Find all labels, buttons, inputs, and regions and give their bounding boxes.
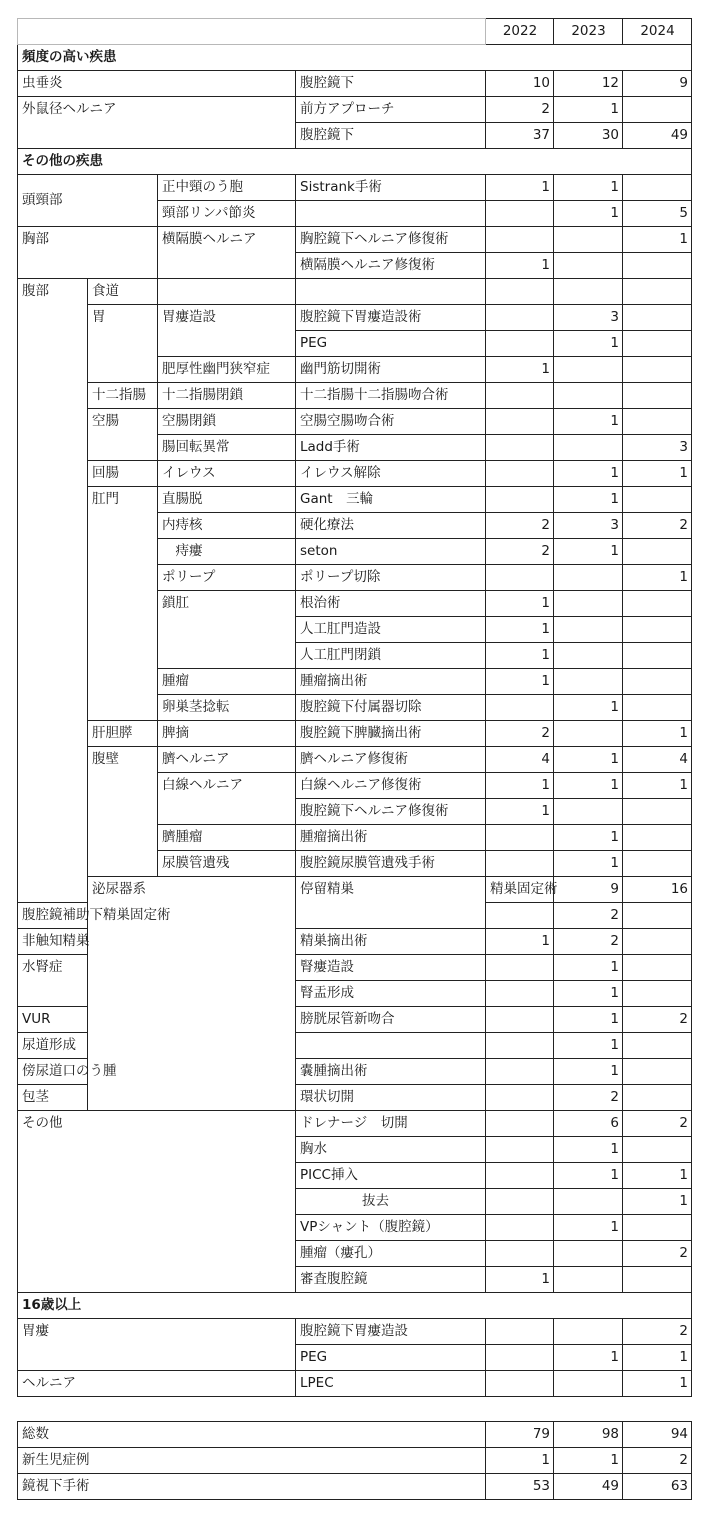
category-cell: 腹腔鏡補助下精巣固定術 — [18, 903, 88, 929]
category-cell: Gant 三輪 — [296, 487, 486, 513]
count-cell-2023: 1 — [554, 825, 623, 851]
count-cell-2022: 1 — [486, 669, 554, 695]
count-cell-2022: 2 — [486, 97, 554, 123]
count-cell-2022 — [486, 461, 554, 487]
count-cell-2022: 1 — [486, 1267, 554, 1293]
category-cell: LPEC — [296, 1371, 486, 1397]
table-row — [18, 1319, 692, 1345]
category-cell: 正中頸のう胞 — [158, 175, 296, 201]
count-cell-2023: 1 — [554, 1007, 623, 1033]
category-cell — [296, 279, 486, 305]
count-cell-2024 — [623, 357, 692, 383]
category-cell: 胃 — [88, 305, 158, 383]
category-cell: 臍腫瘤 — [158, 825, 296, 851]
count-cell-2022 — [486, 981, 554, 1007]
count-cell-2023 — [554, 279, 623, 305]
count-cell-2022 — [486, 565, 554, 591]
category-cell: その他 — [18, 1111, 296, 1293]
count-cell-2023: 12 — [554, 71, 623, 97]
count-cell-2022 — [486, 1189, 554, 1215]
category-cell: 白線ヘルニア修復術 — [296, 773, 486, 799]
count-cell-2023 — [554, 591, 623, 617]
category-cell: 尿膜管遺残 — [158, 851, 296, 877]
count-cell-2023: 16 — [623, 877, 692, 903]
section-title: その他の疾患 — [18, 149, 692, 175]
count-cell-2023 — [554, 383, 623, 409]
category-cell: 人工肛門閉鎖 — [296, 643, 486, 669]
count-cell-2022 — [486, 227, 554, 253]
count-cell-2022 — [486, 1085, 554, 1111]
count-cell-2022 — [486, 1137, 554, 1163]
count-cell-2022: 37 — [486, 123, 554, 149]
total-label: 総数 — [18, 1422, 486, 1448]
count-cell-2023 — [554, 1189, 623, 1215]
category-cell: 腸回転異常 — [158, 435, 296, 461]
total-value-2024: 2 — [623, 1448, 692, 1474]
count-cell-2023: 1 — [554, 1033, 623, 1059]
count-cell-2024 — [623, 981, 692, 1007]
count-cell-2023: 1 — [554, 1345, 623, 1371]
count-cell-2024: 1 — [623, 1163, 692, 1189]
count-cell-2023: 1 — [554, 955, 623, 981]
category-cell — [296, 201, 486, 227]
category-cell: 頭頸部 — [18, 175, 158, 227]
count-cell-2022 — [486, 279, 554, 305]
count-cell-2022: 1 — [486, 773, 554, 799]
category-cell: 水腎症 — [18, 955, 88, 1007]
count-cell-2023: 1 — [554, 97, 623, 123]
count-cell-2022 — [486, 1319, 554, 1345]
section-header-row — [18, 149, 692, 175]
category-cell: 前方アプローチ — [296, 97, 486, 123]
category-cell: 脾摘 — [158, 721, 296, 747]
category-cell: 嚢腫摘出術 — [296, 1059, 486, 1085]
count-cell-2022 — [486, 851, 554, 877]
count-cell-2024: 3 — [623, 435, 692, 461]
count-cell-2022 — [486, 1007, 554, 1033]
category-cell: 空腸 — [88, 409, 158, 461]
year-header: 2023 — [554, 19, 623, 45]
category-cell: seton — [296, 539, 486, 565]
count-cell-2022 — [486, 1371, 554, 1397]
total-value-2022: 79 — [486, 1422, 554, 1448]
category-cell: 十二指腸十二指腸吻合術 — [296, 383, 486, 409]
count-cell-2022 — [486, 903, 554, 929]
header-blank-cell — [18, 19, 486, 45]
table-row — [18, 409, 692, 435]
total-value-2022: 1 — [486, 1448, 554, 1474]
count-cell-2023 — [554, 617, 623, 643]
count-cell-2023: 1 — [554, 461, 623, 487]
total-value-2023: 1 — [554, 1448, 623, 1474]
count-cell-2022 — [486, 383, 554, 409]
category-cell: PEG — [296, 331, 486, 357]
count-cell-2024: 1 — [623, 461, 692, 487]
count-cell-2022 — [486, 1345, 554, 1371]
table-row — [18, 747, 692, 773]
category-cell: 腫瘤（瘻孔） — [296, 1241, 486, 1267]
category-cell: Sistrank手術 — [296, 175, 486, 201]
category-cell: PEG — [296, 1345, 486, 1371]
category-cell: 腹腔鏡尿膜管遺残手術 — [296, 851, 486, 877]
count-cell-2023: 6 — [554, 1111, 623, 1137]
table-row — [18, 721, 692, 747]
section-header-row — [18, 45, 692, 71]
category-cell: 胃瘻造設 — [158, 305, 296, 357]
category-cell: ポリープ — [158, 565, 296, 591]
category-cell: 肛門 — [88, 487, 158, 721]
category-cell: イレウス解除 — [296, 461, 486, 487]
count-cell-2023: 1 — [554, 695, 623, 721]
category-cell: 胸水 — [296, 1137, 486, 1163]
count-cell-2022 — [486, 331, 554, 357]
category-cell: 腎盂形成 — [296, 981, 486, 1007]
category-cell: 胸部 — [18, 227, 158, 279]
count-cell-2024: 1 — [623, 1345, 692, 1371]
count-cell-2024 — [623, 253, 692, 279]
category-cell: 白線ヘルニア — [158, 773, 296, 825]
count-cell-2022 — [486, 201, 554, 227]
count-cell-2024 — [623, 851, 692, 877]
count-cell-2024 — [623, 825, 692, 851]
category-cell: 直腸脱 — [158, 487, 296, 513]
count-cell-2023: 2 — [554, 903, 623, 929]
count-cell-2023 — [554, 721, 623, 747]
count-cell-2022 — [486, 1241, 554, 1267]
table-row — [18, 1371, 692, 1397]
count-cell-2023 — [554, 1267, 623, 1293]
total-value-2024: 94 — [623, 1422, 692, 1448]
count-cell-2023: 1 — [554, 1215, 623, 1241]
count-cell-2023 — [554, 357, 623, 383]
count-cell-2022: 1 — [486, 253, 554, 279]
category-cell: 十二指腸 — [88, 383, 158, 409]
section-header-row — [18, 1293, 692, 1319]
count-cell-2024: 5 — [623, 201, 692, 227]
category-cell: イレウス — [158, 461, 296, 487]
count-cell-2024: 1 — [623, 565, 692, 591]
count-cell-2022 — [486, 1163, 554, 1189]
category-cell: 腹腔鏡下胃瘻造設 — [296, 1319, 486, 1345]
table-row — [18, 71, 692, 97]
category-cell: 抜去 — [296, 1189, 486, 1215]
count-cell-2024 — [623, 617, 692, 643]
count-cell-2022 — [486, 487, 554, 513]
count-cell-2022: 1 — [486, 643, 554, 669]
count-cell-2023: 1 — [554, 981, 623, 1007]
count-cell-2024 — [623, 175, 692, 201]
count-cell-2022 — [486, 1215, 554, 1241]
category-cell: 胃瘻 — [18, 1319, 296, 1371]
count-cell-2024 — [623, 1059, 692, 1085]
category-cell: 痔瘻 — [158, 539, 296, 565]
count-cell-2024: 2 — [623, 1319, 692, 1345]
category-cell — [296, 1033, 486, 1059]
count-cell-2024 — [623, 903, 692, 929]
count-cell-2023 — [554, 435, 623, 461]
count-cell-2022: 9 — [554, 877, 623, 903]
surgery-table — [17, 18, 692, 1397]
count-cell-2022: 1 — [486, 175, 554, 201]
category-cell: 腹部 — [18, 279, 88, 903]
section-title: 16歳以上 — [18, 1293, 692, 1319]
count-cell-2024 — [623, 279, 692, 305]
category-cell: 幽門筋切開術 — [296, 357, 486, 383]
count-cell-2023 — [554, 669, 623, 695]
table-row — [18, 97, 692, 123]
category-cell: 腫瘤 — [158, 669, 296, 695]
category-cell: 臍ヘルニア修復術 — [296, 747, 486, 773]
category-cell: 空腸空腸吻合術 — [296, 409, 486, 435]
category-cell: 泌尿器系 — [88, 877, 296, 1111]
category-cell: 人工肛門造設 — [296, 617, 486, 643]
category-cell: 腹腔鏡下ヘルニア修復術 — [296, 799, 486, 825]
category-cell: 停留精巣 — [296, 877, 486, 929]
category-cell: 腹腔鏡下脾臓摘出術 — [296, 721, 486, 747]
count-cell-2022: 1 — [486, 799, 554, 825]
count-cell-2024 — [623, 643, 692, 669]
count-cell-2024 — [623, 97, 692, 123]
total-value-2023: 98 — [554, 1422, 623, 1448]
count-cell-2024: 2 — [623, 1111, 692, 1137]
count-cell-2022: 2 — [486, 721, 554, 747]
total-label: 鏡視下手術 — [18, 1474, 486, 1500]
count-cell-2024 — [623, 1137, 692, 1163]
count-cell-2023: 1 — [554, 331, 623, 357]
category-cell: 肥厚性幽門狭窄症 — [158, 357, 296, 383]
table-row — [18, 175, 692, 201]
count-cell-2024: 2 — [623, 1007, 692, 1033]
count-cell-2022: 1 — [486, 929, 554, 955]
year-header-row — [18, 19, 692, 45]
category-cell: 臍ヘルニア — [158, 747, 296, 773]
count-cell-2023 — [554, 1241, 623, 1267]
category-cell: 膀胱尿管新吻合 — [296, 1007, 486, 1033]
count-cell-2023 — [554, 799, 623, 825]
category-cell: 尿道形成 — [18, 1033, 88, 1059]
count-cell-2024 — [623, 955, 692, 981]
count-cell-2024 — [623, 305, 692, 331]
count-cell-2023: 1 — [554, 201, 623, 227]
count-cell-2024: 1 — [623, 721, 692, 747]
count-cell-2024 — [623, 799, 692, 825]
count-cell-2022 — [486, 1111, 554, 1137]
category-cell: PICC挿入 — [296, 1163, 486, 1189]
count-cell-2022 — [486, 695, 554, 721]
category-cell: 空腸閉鎖 — [158, 409, 296, 435]
total-value-2023: 49 — [554, 1474, 623, 1500]
count-cell-2022 — [486, 1033, 554, 1059]
count-cell-2022 — [486, 305, 554, 331]
table-row — [18, 461, 692, 487]
count-cell-2022: 10 — [486, 71, 554, 97]
category-cell: VUR — [18, 1007, 88, 1033]
total-value-2022: 53 — [486, 1474, 554, 1500]
category-cell — [158, 279, 296, 305]
table-row — [18, 1111, 692, 1137]
count-cell-2023 — [554, 1371, 623, 1397]
count-cell-2024 — [623, 1085, 692, 1111]
count-cell-2023: 1 — [554, 487, 623, 513]
count-cell-2024 — [623, 487, 692, 513]
category-cell: 腹腔鏡下胃瘻造設術 — [296, 305, 486, 331]
count-cell-2023 — [554, 1319, 623, 1345]
count-cell-2024: 9 — [623, 71, 692, 97]
count-cell-2023: 1 — [554, 851, 623, 877]
count-cell-2024: 4 — [623, 747, 692, 773]
category-cell: 肝胆膵 — [88, 721, 158, 747]
category-cell: 硬化療法 — [296, 513, 486, 539]
category-cell: 腹腔鏡下付属器切除 — [296, 695, 486, 721]
count-cell-2023: 1 — [554, 747, 623, 773]
count-cell-2022: 4 — [486, 747, 554, 773]
count-cell-2024 — [623, 1215, 692, 1241]
count-cell-2023: 1 — [554, 409, 623, 435]
count-cell-2024 — [623, 331, 692, 357]
count-cell-2024 — [623, 929, 692, 955]
category-cell: 包茎 — [18, 1085, 88, 1111]
category-cell: 根治術 — [296, 591, 486, 617]
count-cell-2024 — [623, 1033, 692, 1059]
category-cell: VPシャント（腹腔鏡） — [296, 1215, 486, 1241]
section-title: 頻度の高い疾患 — [18, 45, 692, 71]
count-cell-2024: 1 — [623, 1189, 692, 1215]
table-row — [18, 279, 692, 305]
count-cell-2023: 1 — [554, 1059, 623, 1085]
category-cell: 鎖肛 — [158, 591, 296, 669]
count-cell-2023 — [554, 227, 623, 253]
count-cell-2022: 2 — [486, 513, 554, 539]
category-cell: 精巣固定術 — [486, 877, 554, 903]
category-cell: 胸腔鏡下ヘルニア修復術 — [296, 227, 486, 253]
count-cell-2023 — [554, 253, 623, 279]
count-cell-2022: 1 — [486, 357, 554, 383]
count-cell-2023: 30 — [554, 123, 623, 149]
table-row — [18, 877, 692, 903]
category-cell: 腫瘤摘出術 — [296, 669, 486, 695]
category-cell: 腹腔鏡下 — [296, 123, 486, 149]
count-cell-2022 — [486, 825, 554, 851]
count-cell-2024: 49 — [623, 123, 692, 149]
category-cell: 横隔膜ヘルニア — [158, 227, 296, 279]
total-row — [18, 1422, 692, 1448]
totals-table — [17, 1421, 692, 1500]
table-row — [18, 227, 692, 253]
category-cell: 腹腔鏡下 — [296, 71, 486, 97]
count-cell-2024 — [623, 383, 692, 409]
count-cell-2022 — [486, 435, 554, 461]
count-cell-2024: 2 — [623, 1241, 692, 1267]
count-cell-2023 — [554, 565, 623, 591]
category-cell: 腹壁 — [88, 747, 158, 877]
year-header: 2024 — [623, 19, 692, 45]
table-row — [18, 383, 692, 409]
count-cell-2023: 1 — [554, 773, 623, 799]
total-row — [18, 1474, 692, 1500]
table-row — [18, 487, 692, 513]
count-cell-2024 — [623, 409, 692, 435]
count-cell-2023: 2 — [554, 1085, 623, 1111]
count-cell-2024 — [623, 539, 692, 565]
count-cell-2024 — [623, 669, 692, 695]
count-cell-2022: 2 — [486, 539, 554, 565]
count-cell-2024: 1 — [623, 1371, 692, 1397]
total-label: 新生児症例 — [18, 1448, 486, 1474]
count-cell-2024: 2 — [623, 513, 692, 539]
category-cell: ヘルニア — [18, 1371, 296, 1397]
count-cell-2022 — [486, 1059, 554, 1085]
category-cell: 虫垂炎 — [18, 71, 296, 97]
category-cell: 内痔核 — [158, 513, 296, 539]
category-cell: Ladd手術 — [296, 435, 486, 461]
total-row — [18, 1448, 692, 1474]
count-cell-2023: 3 — [554, 305, 623, 331]
category-cell: ポリープ切除 — [296, 565, 486, 591]
count-cell-2024: 1 — [623, 773, 692, 799]
category-cell: 精巣摘出術 — [296, 929, 486, 955]
count-cell-2022 — [486, 409, 554, 435]
category-cell: 外鼠径ヘルニア — [18, 97, 296, 149]
count-cell-2024 — [623, 695, 692, 721]
count-cell-2024: 1 — [623, 227, 692, 253]
total-value-2024: 63 — [623, 1474, 692, 1500]
count-cell-2023: 1 — [554, 539, 623, 565]
category-cell: 非触知精巣 — [18, 929, 88, 955]
count-cell-2022: 1 — [486, 617, 554, 643]
category-cell: 十二指腸閉鎖 — [158, 383, 296, 409]
count-cell-2023: 2 — [554, 929, 623, 955]
category-cell: 審査腹腔鏡 — [296, 1267, 486, 1293]
category-cell: ドレナージ 切開 — [296, 1111, 486, 1137]
count-cell-2022: 1 — [486, 591, 554, 617]
category-cell: 横隔膜ヘルニア修復術 — [296, 253, 486, 279]
count-cell-2024 — [623, 1267, 692, 1293]
category-cell: 傍尿道口のう腫 — [18, 1059, 88, 1085]
category-cell: 腎瘻造設 — [296, 955, 486, 981]
category-cell: 環状切開 — [296, 1085, 486, 1111]
count-cell-2023 — [554, 643, 623, 669]
category-cell: 頸部リンパ節炎 — [158, 201, 296, 227]
count-cell-2023: 1 — [554, 1163, 623, 1189]
category-cell: 腫瘤摘出術 — [296, 825, 486, 851]
category-cell: 卵巣茎捻転 — [158, 695, 296, 721]
year-header: 2022 — [486, 19, 554, 45]
count-cell-2024 — [623, 591, 692, 617]
count-cell-2023: 3 — [554, 513, 623, 539]
count-cell-2023: 1 — [554, 175, 623, 201]
count-cell-2022 — [486, 955, 554, 981]
count-cell-2023: 1 — [554, 1137, 623, 1163]
table-row — [18, 305, 692, 331]
category-cell: 回腸 — [88, 461, 158, 487]
category-cell: 食道 — [88, 279, 158, 305]
